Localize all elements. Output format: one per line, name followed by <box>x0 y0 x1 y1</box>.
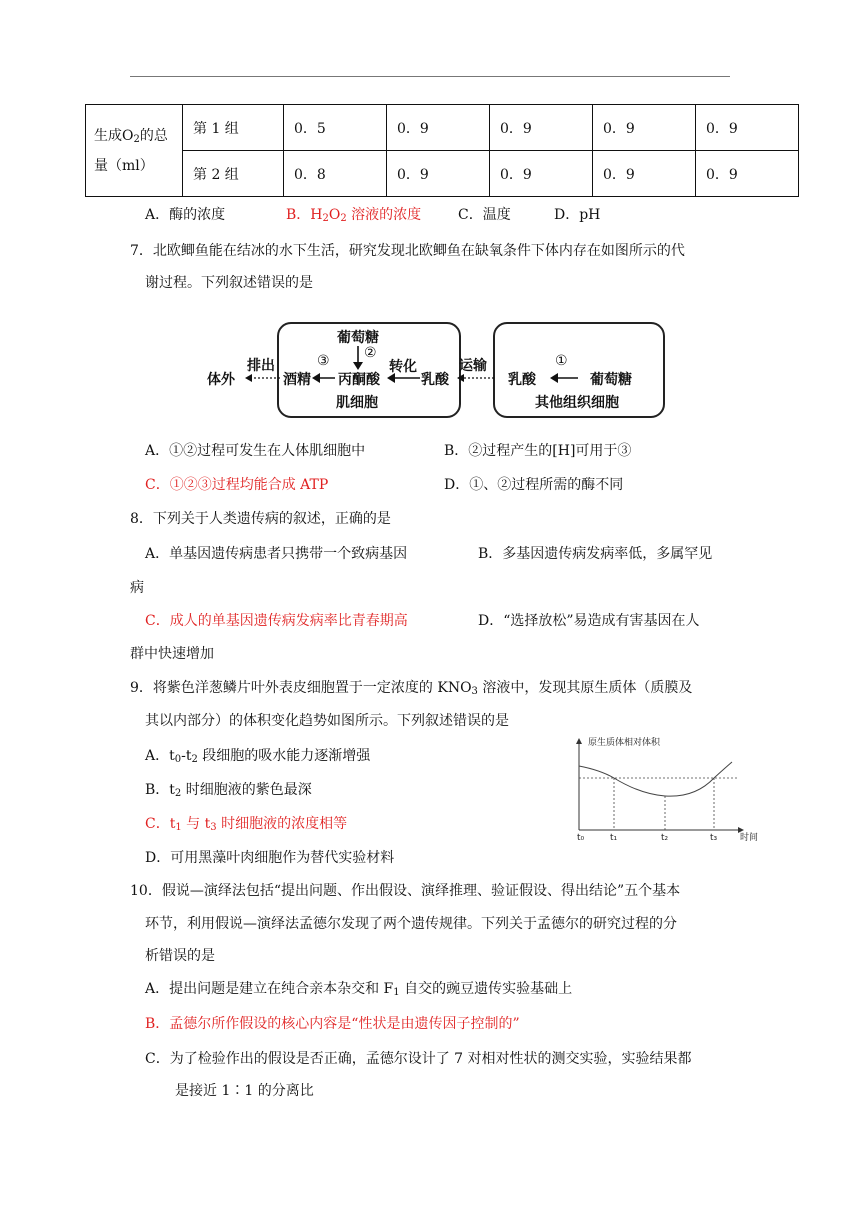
label-outside: 体外 <box>207 372 235 388</box>
label-excrete: 排出 <box>247 358 275 374</box>
row-label-o2: O <box>122 127 134 144</box>
q9-stem-line2: 其以内部分）的体积变化趋势如图所示。下列叙述错误的是 <box>145 713 509 729</box>
value-cell: 0．9 <box>387 105 490 151</box>
value-cell: 0．5 <box>284 105 387 151</box>
value-cell: 0．9 <box>387 151 490 197</box>
q8-stem: 8．下列关于人类遗传病的叙述，正确的是 <box>130 511 391 527</box>
value-cell: 0．8 <box>284 151 387 197</box>
protoplast-volume-graph <box>570 734 770 844</box>
graph-y-arrow <box>576 738 582 744</box>
row-label-unit: 量（ml） <box>94 157 154 174</box>
q10-stem-line1: 10．假说—演绎法包括“提出问题、作出假设、演绎推理、验证假设、得出结论”五个基本 <box>130 883 681 899</box>
label-other-cells: 其他组织细胞 <box>535 395 619 411</box>
q6-option-b: B．$H_2O_2$ 溶液的浓度 <box>286 207 422 224</box>
q8-option-d: D．“选择放松”易造成有害基因在人 <box>478 613 700 629</box>
label-glucose-muscle: 葡萄糖 <box>337 330 379 346</box>
label-transport: 运输 <box>459 358 487 374</box>
arrow-head <box>550 373 558 383</box>
arrow-head <box>312 373 320 383</box>
label-alcohol: 酒精 <box>283 372 311 388</box>
q10-option-b: B．孟德尔所作假设的核心内容是“性状是由遗传因子控制的” <box>145 1016 520 1032</box>
graph-volume-curve <box>579 762 732 796</box>
q6-option-a: A．酶的浓度 <box>145 207 226 223</box>
q8-option-c: C．成人的单基因遗传病发病率比青春期高 <box>145 613 408 629</box>
graph-tick-t2: t₂ <box>661 833 669 843</box>
q7-option-b: B．②过程产生的[H]可用于③ <box>444 443 632 459</box>
arrow-head <box>245 374 252 382</box>
value-cell: 0．9 <box>490 105 593 151</box>
label-glucose-other: 葡萄糖 <box>590 372 632 388</box>
label-process-1: ① <box>555 353 568 369</box>
q7-stem-line1: 7．北欧鲫鱼能在结冰的水下生活，研究发现北欧鲫鱼在缺氧条件下体内存在如图所示的代 <box>130 243 685 259</box>
label-process-3: ③ <box>317 353 330 369</box>
label-process-2: ② <box>364 345 377 361</box>
value-cell: 0．9 <box>490 151 593 197</box>
value-cell: 0．9 <box>696 151 799 197</box>
q7-option-c: C．①②③过程均能合成 ATP <box>145 477 329 493</box>
q8-option-b-cont: 病 <box>130 580 144 596</box>
q8-option-a: A．单基因遗传病患者只携带一个致病基因 <box>145 546 408 562</box>
q6-option-c: C．温度 <box>458 207 511 223</box>
q8-option-d-cont: 群中快速增加 <box>130 646 214 662</box>
q10-stem-line2: 环节，利用假说—演绎法孟德尔发现了两个遗传规律。下列关于孟德尔的研究过程的分 <box>145 916 677 932</box>
group-cell: 第 1 组 <box>183 105 284 151</box>
q9-option-c: C．$t_1$ 与 $t_3$ 时细胞液的浓度相等 <box>145 816 348 833</box>
arrow-head <box>457 374 464 382</box>
label-lactate-muscle: 乳酸 <box>421 372 449 388</box>
label-pyruvate: 丙酮酸 <box>338 372 380 388</box>
row-label-tail: 的总 <box>139 127 168 144</box>
q10-stem-line3: 析错误的是 <box>145 948 215 964</box>
label-lactate-other: 乳酸 <box>508 372 536 388</box>
q10-option-c: C．为了检验作出的假设是否正确，孟德尔设计了 7 对相对性状的测交实验，实验结果都 <box>145 1051 692 1067</box>
q8-option-b: B．多基因遗传病发病率低，多属罕见 <box>478 546 713 562</box>
q6-option-d: D．pH <box>554 207 601 223</box>
value-cell: 0．9 <box>593 151 696 197</box>
label-muscle-cell: 肌细胞 <box>336 395 378 411</box>
graph-tick-t3: t₃ <box>710 833 718 843</box>
value-cell: 0．9 <box>593 105 696 151</box>
q10-option-c-cont: 是接近 1∶1 的分离比 <box>175 1083 314 1099</box>
q10-option-a: A．提出问题是建立在纯合亲本杂交和 $F_1$ 自交的豌豆遗传实验基础上 <box>145 981 573 998</box>
label-convert: 转化 <box>389 359 417 375</box>
q9-option-b: B．$t_2$ 时细胞液的紫色最深 <box>145 782 312 799</box>
row-label-text: 生成 <box>94 127 122 144</box>
q7-option-a: A．①②过程可发生在人体肌细胞中 <box>145 443 366 459</box>
graph-tick-t0: t₀ <box>577 833 585 843</box>
q9-stem-line1: 9．将紫色洋葱鳞片叶外表皮细胞置于一定浓度的 $KNO_3$ 溶液中，发现其原生质体（质膜及 <box>130 680 693 697</box>
value-cell: 0．9 <box>696 105 799 151</box>
q7-option-d: D．①、②过程所需的酶不同 <box>444 477 624 493</box>
graph-ylabel: 原生质体相对体积 <box>588 738 661 748</box>
q7-stem-line2: 谢过程。下列叙述错误的是 <box>145 275 313 291</box>
graph-xlabel: 时间 <box>740 833 759 843</box>
row-label-sub: 2 <box>133 133 140 145</box>
q9-option-d: D．可用黑藻叶肉细胞作为替代实验材料 <box>145 850 395 866</box>
group-cell: 第 2 组 <box>183 151 284 197</box>
q9-option-a: A．$t_0-t_2$ 段细胞的吸水能力逐渐增强 <box>145 748 371 765</box>
graph-tick-t1: t₁ <box>610 833 618 843</box>
